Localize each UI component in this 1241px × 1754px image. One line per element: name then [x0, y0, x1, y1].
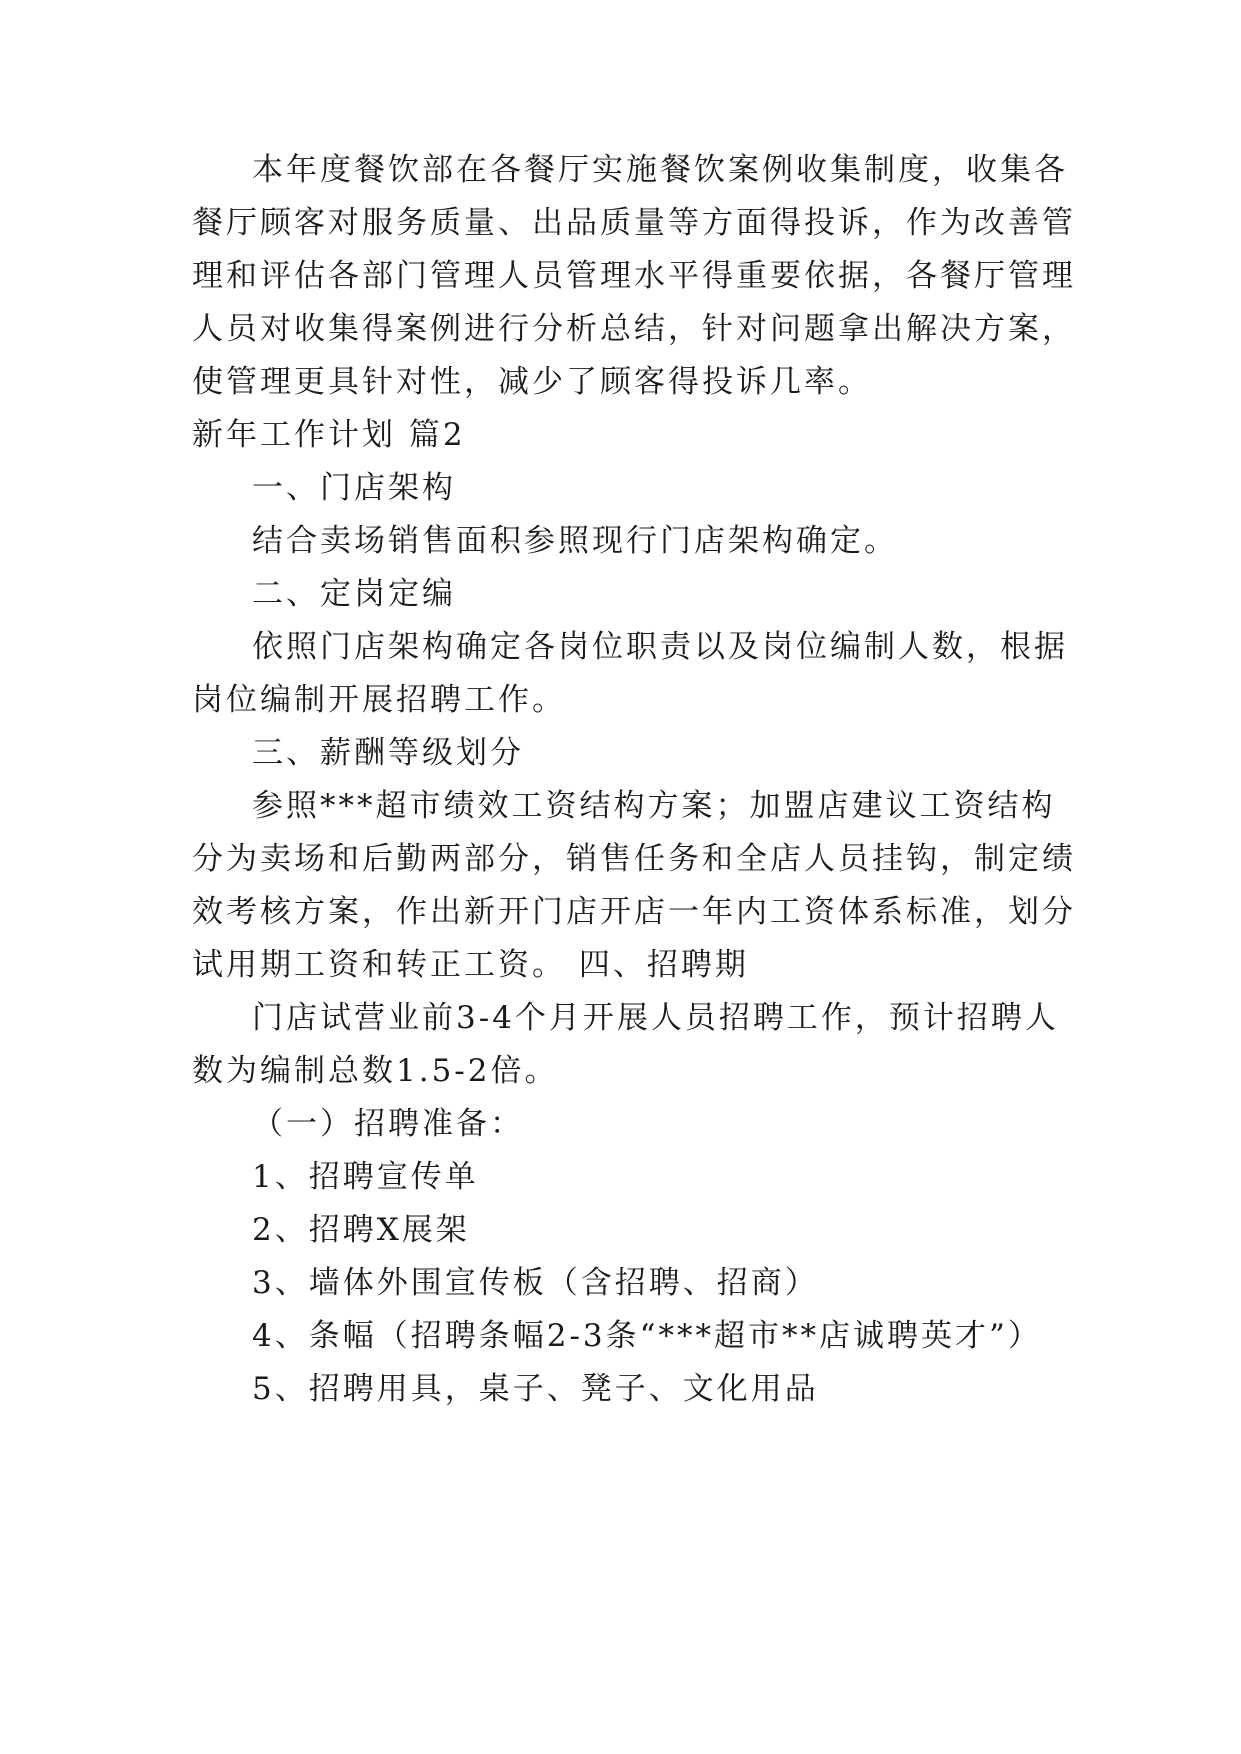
list-item: 5、招聘用具，桌子、凳子、文化用品 [252, 1371, 819, 1407]
body-paragraph-line: 岗位编制开展招聘工作。 [192, 682, 566, 718]
body-paragraph-line: 使管理更具针对性，减少了顾客得投诉几率。 [192, 364, 872, 400]
heading-staffing: 二、定岗定编 [252, 576, 456, 612]
section-title: 新年工作计划 篇2 [192, 417, 466, 453]
body-paragraph-line: 门店试营业前3-4个月开展人员招聘工作，预计招聘人 [252, 1000, 1059, 1036]
body-paragraph-line: 试用期工资和转正工资。 四、招聘期 [192, 947, 749, 983]
body-paragraph-line: 结合卖场销售面积参照现行门店架构确定。 [252, 523, 898, 559]
body-paragraph-line: 理和评估各部门管理人员管理水平得重要依据，各餐厅管理 [192, 258, 1076, 294]
list-item: 2、招聘X展架 [252, 1212, 470, 1248]
list-item: 3、墙体外围宣传板（含招聘、招商） [252, 1265, 819, 1301]
body-paragraph-line: 人员对收集得案例进行分析总结，针对问题拿出解决方案， [192, 311, 1076, 347]
body-paragraph-line: 效考核方案，作出新开门店开店一年内工资体系标准，划分 [192, 894, 1076, 930]
heading-store-structure: 一、门店架构 [252, 470, 456, 506]
heading-salary-grades: 三、薪酬等级划分 [252, 735, 524, 771]
body-paragraph-line: 餐厅顾客对服务质量、出品质量等方面得投诉，作为改善管 [192, 205, 1076, 241]
body-paragraph-line: 依照门店架构确定各岗位职责以及岗位编制人数，根据 [252, 629, 1068, 665]
list-item: 1、招聘宣传单 [252, 1159, 479, 1195]
body-paragraph-line: 分为卖场和后勤两部分，销售任务和全店人员挂钩，制定绩 [192, 841, 1076, 877]
list-item: 4、条幅（招聘条幅2-3条“***超市**店诚聘英才”） [252, 1318, 1042, 1354]
subheading-recruit-prep: （一）招聘准备： [252, 1106, 524, 1142]
body-paragraph-line: 参照***超市绩效工资结构方案；加盟店建议工资结构 [252, 788, 1056, 824]
body-paragraph-line: 本年度餐饮部在各餐厅实施餐饮案例收集制度，收集各 [252, 152, 1068, 188]
body-paragraph-line: 数为编制总数1.5-2倍。 [192, 1053, 559, 1089]
